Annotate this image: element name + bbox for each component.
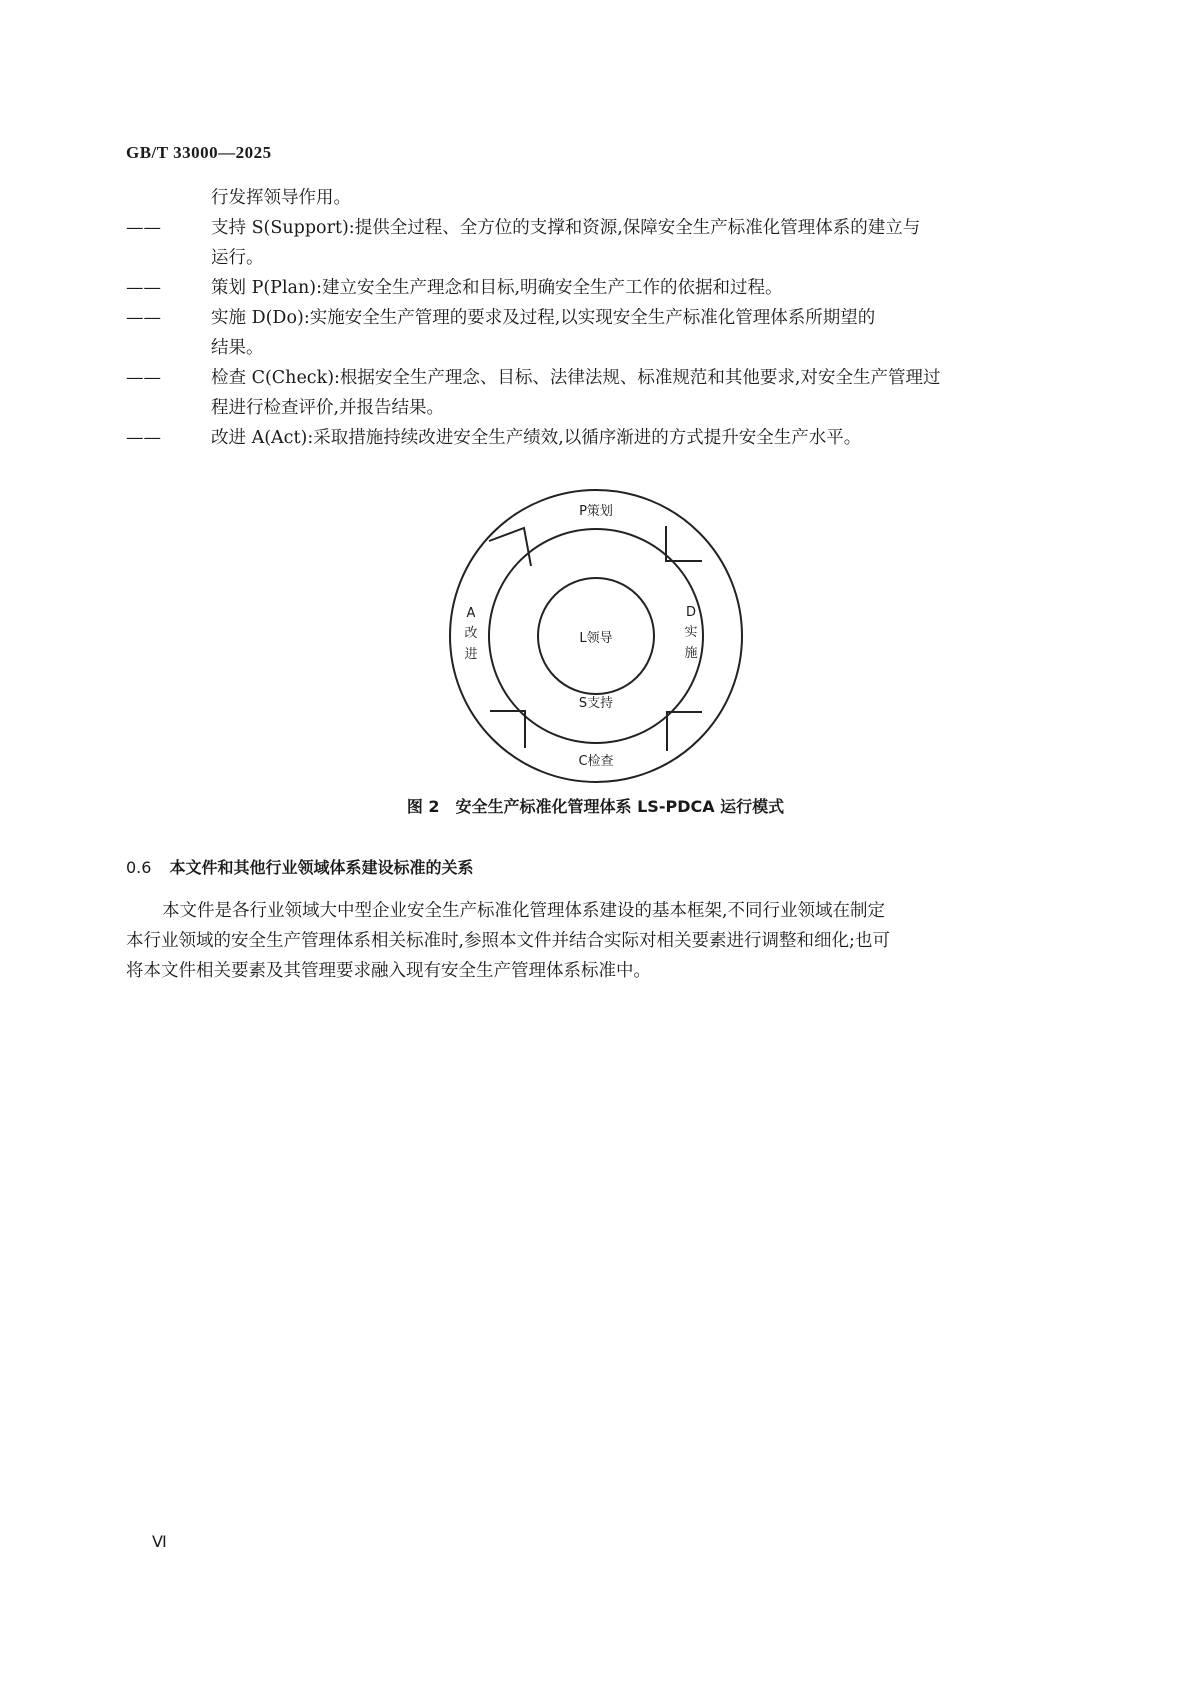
paragraph-line: 本行业领域的安全生产管理体系相关标准时,参照本文件并结合实际对相关要素进行调整和细化;也可 xyxy=(126,931,890,951)
list-item-continuation: 运行。 xyxy=(211,248,264,268)
label-do-char1: 实 xyxy=(684,625,698,640)
label-act-letter: A xyxy=(466,606,476,621)
section-paragraph xyxy=(126,896,1054,986)
label-plan: P策划 xyxy=(579,504,613,519)
label-act-char1: 改 xyxy=(464,626,478,641)
dash-mark: —— xyxy=(126,218,161,238)
label-check: C检查 xyxy=(578,754,614,769)
dash-mark: —— xyxy=(126,278,161,298)
label-do-char2: 施 xyxy=(684,646,698,661)
standard-code: GB/T 33000—2025 xyxy=(126,143,272,162)
list-item-text: 策划 P(Plan):建立安全生产理念和目标,明确安全生产工作的依据和过程。 xyxy=(211,278,783,298)
label-support: S支持 xyxy=(578,696,614,711)
label-leadership: L领导 xyxy=(579,631,613,646)
list-item-text: 改进 A(Act):采取措施持续改进安全生产绩效,以循序渐进的方式提升安全生产水平。 xyxy=(211,428,862,448)
section-number: 0.6 xyxy=(126,858,152,877)
dash-mark: —— xyxy=(126,428,161,448)
section-heading xyxy=(126,855,473,878)
section-title: 本文件和其他行业领域体系建设标准的关系 xyxy=(169,858,474,877)
figure-caption: 图 2 安全生产标准化管理体系 LS-PDCA 运行模式 xyxy=(406,797,785,816)
list-lead-line: 行发挥领导作用。 xyxy=(211,188,351,208)
label-do-letter: D xyxy=(685,605,697,620)
list-item-continuation: 结果。 xyxy=(211,338,264,358)
paragraph-line: 本文件是各行业领域大中型企业安全生产标准化管理体系建设的基本框架,不同行业领域在制定 xyxy=(162,901,886,921)
list-item-plan xyxy=(126,273,1054,303)
divider-top-left xyxy=(489,528,531,566)
ls-pdca-diagram xyxy=(446,486,746,786)
list-item-text: 实施 D(Do):实施安全生产管理的要求及过程,以实现安全生产标准化管理体系所期望的 xyxy=(211,308,876,328)
page-number: Ⅵ xyxy=(152,1534,167,1551)
list-item-check xyxy=(126,363,1054,393)
list-item-text: 支持 S(Support):提供全过程、全方位的支撑和资源,保障安全生产标准化管理体系的建立与 xyxy=(211,218,921,238)
list-item-support xyxy=(126,213,1054,243)
dash-mark: —— xyxy=(126,308,161,328)
paragraph-line: 将本文件相关要素及其管理要求融入现有安全生产管理体系标准中。 xyxy=(126,961,651,981)
list-item-text: 检查 C(Check):根据安全生产理念、目标、法律法规、标准规范和其他要求,对安全生产管理过 xyxy=(211,368,941,388)
divider-bottom-right xyxy=(667,712,702,751)
dash-mark: —— xyxy=(126,368,161,388)
list-item-act xyxy=(126,423,1054,453)
label-act-char2: 进 xyxy=(464,647,478,662)
list-block xyxy=(126,183,1054,453)
list-item-do xyxy=(126,303,1054,333)
list-item-continuation: 程进行检查评价,并报告结果。 xyxy=(211,398,445,418)
